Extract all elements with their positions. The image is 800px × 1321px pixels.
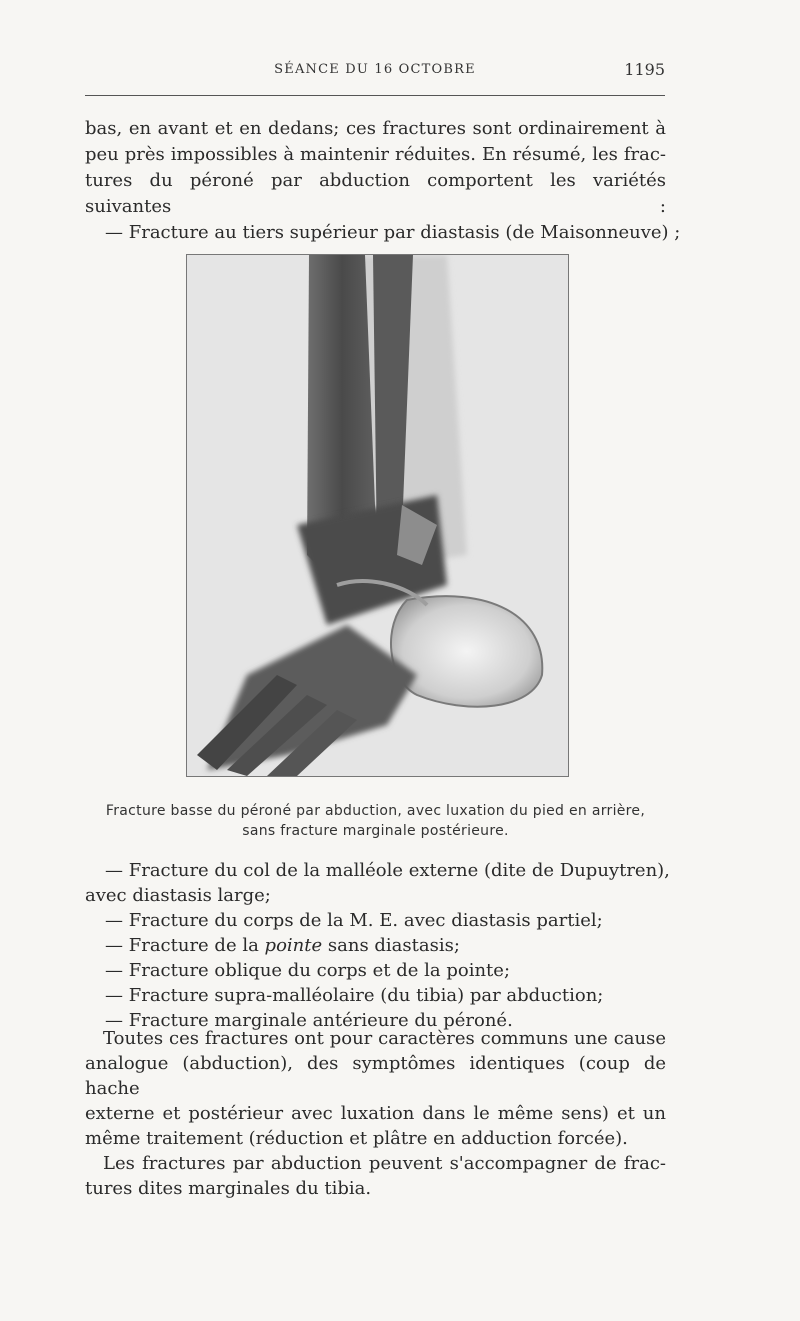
text-line: bas, en avant et en dedans; ces fractures sont ordinairement à <box>85 118 666 139</box>
list-item: — Fracture oblique du corps et de la pointe; <box>105 960 511 981</box>
list-item: — Fracture marginale antérieure du péroné. <box>105 1010 513 1031</box>
running-title: SÉANCE DU 16 OCTOBRE <box>274 62 476 77</box>
page-number: 1195 <box>624 60 665 79</box>
figure-caption <box>85 801 666 841</box>
text-line: — Fracture au tiers supérieur par diastasis (de Maisonneuve) ; <box>105 222 681 243</box>
text-line: tures du péroné par abduction comportent les variétés suivantes : <box>85 170 666 217</box>
header-rule <box>85 95 665 96</box>
text-line: Les fractures par abduction peuvent s'accompagner de frac- <box>103 1153 666 1174</box>
text-line: même traitement (réduction et plâtre en adduction forcée). <box>85 1128 628 1149</box>
list-item-text: — Fracture de la <box>105 935 265 956</box>
list-item <box>85 933 666 958</box>
list-item: — Fracture du col de la malléole externe (dite de Dupuytren), <box>105 860 670 881</box>
list-item: — Fracture du corps de la M. E. avec diastasis partiel; <box>105 910 603 931</box>
text-line: peu près impossibles à maintenir réduites. En résumé, les frac- <box>85 144 666 165</box>
list-item: — Fracture supra-malléolaire (du tibia) par abduction; <box>105 985 604 1006</box>
xray-image <box>187 255 568 776</box>
list-item-continuation: avec diastasis large; <box>85 885 271 906</box>
text-line: tures dites marginales du tibia. <box>85 1178 372 1199</box>
text-line: externe et postérieur avec luxation dans le même sens) et un <box>85 1103 666 1124</box>
text-line: analogue (abduction), des symptômes identiques (coup de hache <box>85 1053 666 1099</box>
caption-line: sans fracture marginale postérieure. <box>242 823 509 839</box>
list-item-emphasis: pointe <box>264 935 323 956</box>
xray-figure <box>186 254 569 777</box>
text-line: Toutes ces fractures ont pour caractères communs une cause <box>103 1028 666 1049</box>
running-head <box>85 58 665 88</box>
closing-paragraph <box>85 1026 666 1201</box>
caption-line: Fracture basse du péroné par abduction, avec luxation du pied en arrière, <box>105 803 646 819</box>
fracture-list <box>85 858 670 1033</box>
intro-paragraph <box>85 116 681 246</box>
list-item-text: sans diastasis; <box>322 935 460 956</box>
